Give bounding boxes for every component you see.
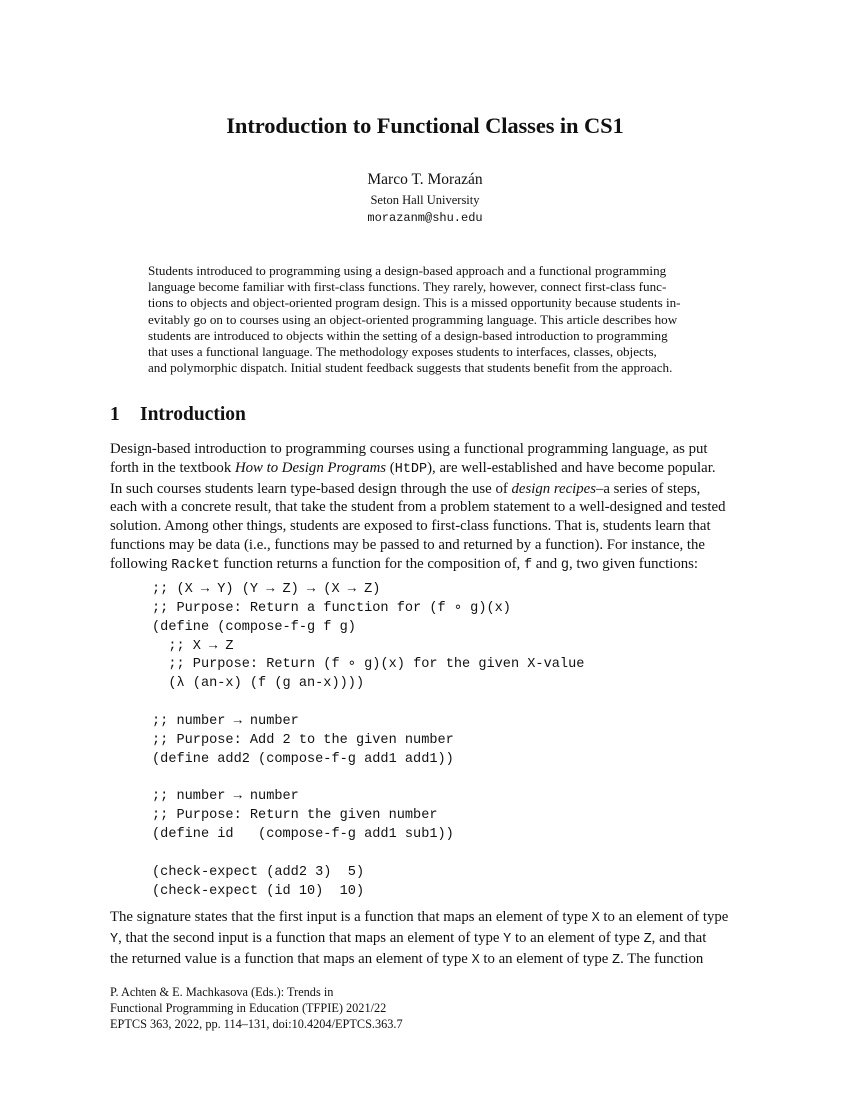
body-text: to an element of type [479,950,612,967]
code-term: X [591,911,600,926]
body-line [110,459,740,480]
code-line [152,845,584,864]
code-line: (define add2 (compose-f-g add1 add1)) [152,751,454,767]
body-line [110,950,740,971]
code-line: ;; (X → Y) (Y → Z) → (X → Z) [152,582,381,597]
body-line [110,908,740,929]
body-line [110,498,740,517]
body-line [110,929,740,950]
code-line: ;; Purpose: Add 2 to the given number [152,732,454,748]
footnote-line: EPTCS 363, 2022, pp. 114–131, doi:10.4204/EPTCS.363.7 [110,1017,403,1031]
body-line [110,555,740,576]
body-text: ( [386,459,395,476]
code-line: ;; X → Z [152,638,234,654]
code-line: (λ (an-x) (f (g an-x)))) [152,676,365,692]
abstract-line: and polymorphic dispatch. Initial student feedback suggests that students benefit from the approach. [148,360,673,376]
body-text: forth in the textbook [110,459,235,476]
body-text: ), are well-established and have become popular. [427,459,716,476]
abstract-line: that uses a functional language. The methodology exposes students to interfaces, classes, objects, [148,344,657,360]
intro-paragraph [110,440,740,576]
section-title: Introduction [140,404,246,425]
code-term: g [560,557,569,573]
body-text: , two given functions: [568,555,698,572]
code-line: (define (compose-f-g f g) [152,619,356,635]
body-text: functions may be data (i.e., functions may be passed to and returned by a function). For instance, the [110,536,705,553]
emphasis-term: design recipes [511,480,596,497]
code-term: HtDP [394,461,428,477]
paper-title: Introduction to Functional Classes in CS1 [226,113,624,138]
code-term: Racket [171,557,220,573]
code-line: (check-expect (add2 3) 5) [152,864,365,880]
code-term: Z [643,931,652,947]
code-line: ;; Purpose: Return a function for (f ∘ g)(x) [152,600,511,616]
code-line: ;; number → number [152,713,299,729]
body-text: to an element of type [599,909,729,925]
code-term: Y [503,931,512,947]
author-name: Marco T. Morazán [367,171,483,188]
abstract-line: students are introduced to objects within the setting of a design-based introduction to programming [148,327,668,343]
author-email: morazanm@shu.edu [367,211,483,225]
abstract-line: evitably go on to courses using an object-oriented programming language. This article describes how [148,311,678,327]
code-line [152,769,584,788]
code-listing [152,581,584,901]
body-text: and [532,555,561,572]
body-text: to an element of type [511,929,644,946]
body-text: In such courses students learn type-based design through the use of [110,480,512,497]
body-text: solution. Among other things, students are exposed to first-class functions. That is, students learn that [110,518,711,535]
body-line [110,480,740,499]
section-heading [110,404,246,426]
code-line: (define id (compose-f-g add1 sub1)) [152,826,454,842]
body-text: –a series of steps, [596,480,701,497]
code-line: ;; Purpose: Return (f ∘ g)(x) for the given X-value [152,657,585,673]
body-text: following [110,555,172,572]
body-text: function returns a function for the composition of, [219,555,524,572]
code-term: Z [612,952,621,968]
abstract-line: Students introduced to programming using a design-based approach and a functional programming [148,263,667,278]
section-number: 1 [110,404,120,425]
code-line: (check-expect (id 10) 10) [152,883,365,899]
code-term: X [471,952,480,968]
body-text: The signature states that the first input is a function that maps an element of type [110,909,592,925]
body-text: each with a concrete result, that take the student from a problem statement to a well-designed and tested [110,499,726,516]
body-text: the returned value is a function that maps an element of type [110,950,472,967]
publication-footnote [110,984,403,1032]
code-line: ;; number → number [152,789,299,805]
code-line [152,694,584,713]
abstract-line: language become familiar with first-class functions. They rarely, however, connect first-class func- [148,279,667,295]
body-line [110,536,740,555]
book-title: How to Design Programs [234,459,387,476]
author-affiliation: Seton Hall University [370,193,480,207]
body-line [110,517,740,536]
footnote-line: P. Achten & E. Machkasova (Eds.): Trends in [110,985,334,999]
code-term: Y [110,931,119,947]
body-text: , that the second input is a function that maps an element of type [118,929,504,946]
abstract [148,263,702,376]
body-line [110,440,740,459]
code-term: f [523,557,533,573]
signature-paragraph [110,908,740,970]
footnote-line: Functional Programming in Education (TFPIE) 2021/22 [110,1001,387,1015]
body-text: . The function [620,950,704,967]
body-text: Design-based introduction to programming courses using a functional programming language, as put [110,441,708,457]
abstract-line: tions to objects and object-oriented program design. This is a missed opportunity because students in- [148,295,681,311]
body-text: , and that [651,929,707,946]
code-line: ;; Purpose: Return the given number [152,808,438,824]
